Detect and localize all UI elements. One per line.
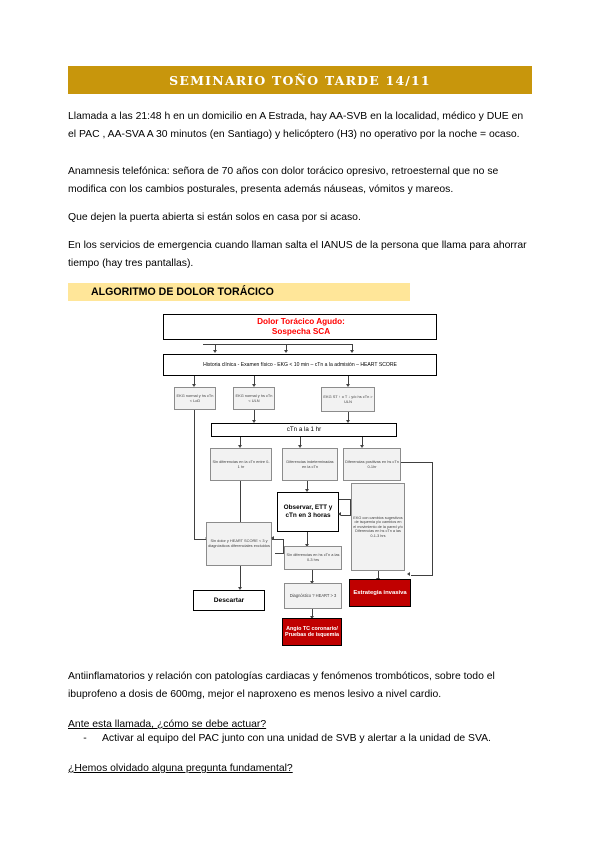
connector-h-9a — [401, 462, 433, 463]
flow-node-no-ctn-difference-03-text: Sin diferencias en hs cTn a las 0-3 hrs — [286, 552, 340, 562]
flow-node-acute-chest-pain-line1: Dolor Torácico Agudo: — [257, 317, 345, 327]
connector-bus-1 — [203, 344, 353, 345]
flow-node-history-exam — [163, 354, 437, 376]
flow-node-acute-chest-pain — [163, 314, 437, 340]
connector-h-13b — [275, 553, 284, 554]
flow-node-diagnosis-heart-high-text: Diagnóstico ? HEART > 3 — [289, 592, 337, 598]
flow-node-ischemia-changes — [351, 483, 405, 571]
flow-node-ctn-1hr — [211, 423, 397, 437]
paragraph-5: Antiinflamatorios y relación con patologías cardiacas y fenómenos trombóticos, sobre todo el ibuprofeno a dosis de 600mg, mejor el naproxeno es menos lesivo a nivel cardio. — [68, 671, 495, 700]
flow-node-indeterminate-difference — [282, 448, 338, 481]
flow-node-rule-out — [193, 590, 265, 611]
connector-arrow-10a — [338, 512, 341, 516]
flow-node-diagnosis-heart-high — [284, 583, 342, 609]
flow-node-coronary-cta-text: Angio TC coronario/ Pruebas de isquemia — [285, 625, 339, 638]
connector-h-9b — [411, 575, 433, 576]
paragraph-2: Anamnesis telefónica: señora de 70 años con dolor torácico opresivo, retroesternal que no se modifica con los cambios posturales, presenta además náuseas, vómitos y mareos. — [68, 166, 499, 195]
connector-arrow-1c — [350, 350, 354, 353]
flow-node-ischemia-changes-text: EKG con cambios sugestivos de isquemia y/o cambios en el movimiento de la pared y/o Diferencias en hs cTn a las 0-1-3 hrs — [353, 515, 403, 538]
connector-arrow-13a — [271, 536, 274, 540]
flow-node-no-pain-heart-low-text: Sin dolor y HEART SCORE < 3 y diagnósticos diferenciales excluidos — [208, 538, 270, 548]
chest-pain-algorithm-flowchart — [155, 314, 445, 646]
connector-arrow-1b — [284, 350, 288, 353]
flow-node-no-ctn-difference-01 — [210, 448, 272, 481]
connector-v-12a — [240, 566, 241, 588]
flow-node-invasive-strategy — [349, 579, 411, 607]
section-heading-highlight — [68, 283, 410, 301]
bullet-list-item — [68, 730, 530, 748]
paragraph-4: En los servicios de emergencia cuando llaman salta el IANUS de la persona que llama para ahorrar tiempo (hay tres pantallas). — [68, 240, 527, 269]
flow-node-no-pain-heart-low — [206, 522, 272, 566]
flow-node-invasive-strategy-text: Estrategia invasiva — [353, 589, 407, 596]
flow-node-ekg-st-elevation — [321, 387, 375, 412]
connector-h-10b — [341, 515, 351, 516]
document-title-banner — [68, 66, 532, 94]
connector-v-9a — [432, 462, 433, 575]
section-heading-text: ALGORITMO DE DOLOR TORÁCICO — [91, 286, 274, 298]
connector-arrow-1a — [213, 350, 217, 353]
question-2: ¿Hemos olvidado alguna pregunta fundamental? — [68, 763, 293, 774]
flow-node-indeterminate-difference-text: Diferencias indeterminadas en la cTn — [286, 458, 334, 469]
flow-node-ekg-normal-lod — [174, 387, 216, 410]
flow-node-no-ctn-difference-01-text: Sin diferencias en la cTn entre 0-1 hr — [212, 458, 270, 469]
flow-node-ekg-normal-lod-text: EKG normal y hs cTn < LoD — [176, 392, 214, 403]
flow-node-observe-ett-text: Observar, ETT y cTn en 3 horas — [283, 504, 333, 519]
flow-node-observe-ett — [277, 492, 339, 532]
paragraph-1: Llamada a las 21:48 h en un domicilio en A Estrada, hay AA-SVB en la localidad, médico y DUE en el PAC , AA-SVA A 30 minutos (en Santiago) y helicóptero (H3) no operativo por la noche = ocaso. — [68, 111, 524, 140]
connector-arrow-9a — [407, 572, 410, 576]
bullet-dash: - — [83, 733, 87, 744]
flow-node-ekg-st-elevation-text: EKG ST ↑ o T ↓ y/o hs cTn > ULN — [323, 393, 373, 404]
document-title: SEMINARIO TOÑO TARDE 14/11 — [169, 72, 431, 88]
flow-node-ekg-normal-uln — [233, 387, 275, 410]
flow-node-rule-out-text: Descartar — [213, 596, 245, 604]
flow-node-history-exam-text: Historia clínica - Examen físico - EKG < 10 min – cTn a la admisión – HEART SCORE — [203, 362, 397, 368]
flow-node-acute-chest-pain-line2: Sospecha SCA — [271, 327, 331, 336]
question-1: Ante esta llamada, ¿cómo se debe actuar? — [68, 719, 267, 730]
flow-node-ekg-normal-uln-text: EKG normal y hs cTn < ULN — [235, 392, 273, 403]
paragraph-3: Que dejen la puerta abierta si están solos en casa por si acaso. — [68, 212, 361, 223]
flow-node-ctn-1hr-text: cTn a la 1 hr — [286, 426, 322, 434]
bullet-item-text: Activar al equipo del PAC junto con una unidad de SVB y alertar a la unidad de SVA. — [102, 733, 491, 744]
flow-node-coronary-cta — [282, 618, 342, 646]
flow-node-no-ctn-difference-03 — [284, 546, 342, 570]
connector-v-3a — [194, 410, 195, 539]
flow-node-positive-difference — [343, 448, 401, 481]
flow-node-positive-difference-text: Diferencias positivas en hs cTn 0-1hr — [345, 458, 399, 469]
